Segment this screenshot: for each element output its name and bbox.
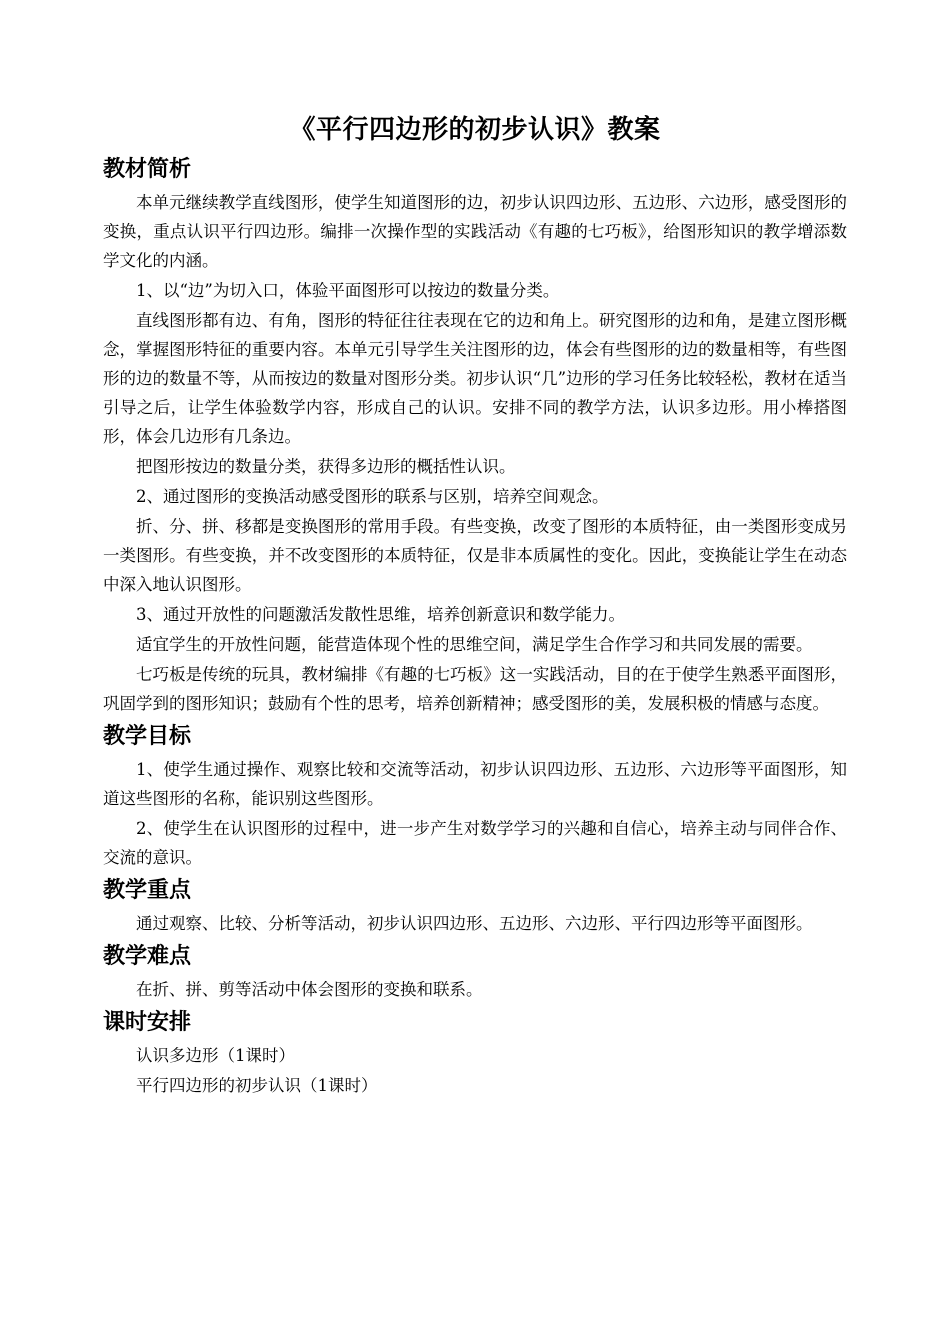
- paragraph: 直线图形都有边、有角，图形的特征往往表现在它的边和角上。研究图形的边和角，是建立图形概念，掌握图形特征的重要内容。本单元引导学生关注图形的边，体会有些图形的边的数量相等，有些图形的边的数量不等，从而按边的数量对图形分类。初步认识“几”边形的学习任务比较轻松，教材在适当引导之后，让学生体验数学内容，形成自己的认识。安排不同的教学方法，认识多边形。用小棒搭图形，体会几边形有几条边。: [103, 311, 847, 446]
- paragraph: 1、使学生通过操作、观察比较和交流等活动，初步认识四边形、五边形、六边形等平面图形，知道这些图形的名称，能识别这些图形。: [103, 760, 847, 808]
- section-heading-schedule: 课时安排: [103, 1010, 192, 1035]
- paragraph: 把图形按边的数量分类，获得多边形的概括性认识。: [136, 457, 516, 476]
- paragraph: 折、分、拼、移都是变换图形的常用手段。有些变换，改变了图形的本质特征，由一类图形变成另一类图形。有些变换，并不改变图形的本质特征，仅是非本质属性的变化。因此，变换能让学生在动态中深入地认识图形。: [103, 517, 847, 594]
- section-heading-key-points: 教学重点: [103, 878, 192, 903]
- paragraph: 3、通过开放性的问题激活发散性思维，培养创新意识和数学能力。: [136, 605, 625, 624]
- paragraph: 1、以“边”为切入口，体验平面图形可以按边的数量分类。: [136, 281, 560, 300]
- paragraph: 适宜学生的开放性问题，能营造体现个性的思维空间，满足学生合作学习和共同发展的需要。: [136, 635, 813, 654]
- paragraph: 七巧板是传统的玩具，教材编排《有趣的七巧板》这一实践活动，目的在于使学生熟悉平面图形，巩固学到的图形知识；鼓励有个性的思考，培养创新精神；感受图形的美，发展积极的情感与态度。: [103, 665, 847, 713]
- document-title: 《平行四边形的初步认识》教案: [289, 115, 661, 145]
- paragraph: 认识多边形（1课时）: [136, 1046, 295, 1065]
- paragraph: 本单元继续教学直线图形，使学生知道图形的边，初步认识四边形、五边形、六边形，感受图形的变换，重点认识平行四边形。编排一次操作型的实践活动《有趣的七巧板》，给图形知识的教学增添数学文化的内涵。: [103, 193, 847, 270]
- paragraph: 平行四边形的初步认识（1课时）: [136, 1076, 378, 1095]
- section-heading-materials: 教材简析: [103, 157, 192, 182]
- paragraph: 2、通过图形的变换活动感受图形的联系与区别，培养空间观念。: [136, 487, 609, 506]
- paragraph: 在折、拼、剪等活动中体会图形的变换和联系。: [136, 980, 483, 999]
- paragraph: 2、使学生在认识图形的过程中，进一步产生对数学学习的兴趣和自信心，培养主动与同伴合作、交流的意识。: [103, 819, 847, 867]
- paragraph: 通过观察、比较、分析等活动，初步认识四边形、五边形、六边形、平行四边形等平面图形。: [136, 914, 813, 933]
- section-heading-difficulties: 教学难点: [103, 944, 192, 969]
- section-heading-objectives: 教学目标: [103, 724, 192, 749]
